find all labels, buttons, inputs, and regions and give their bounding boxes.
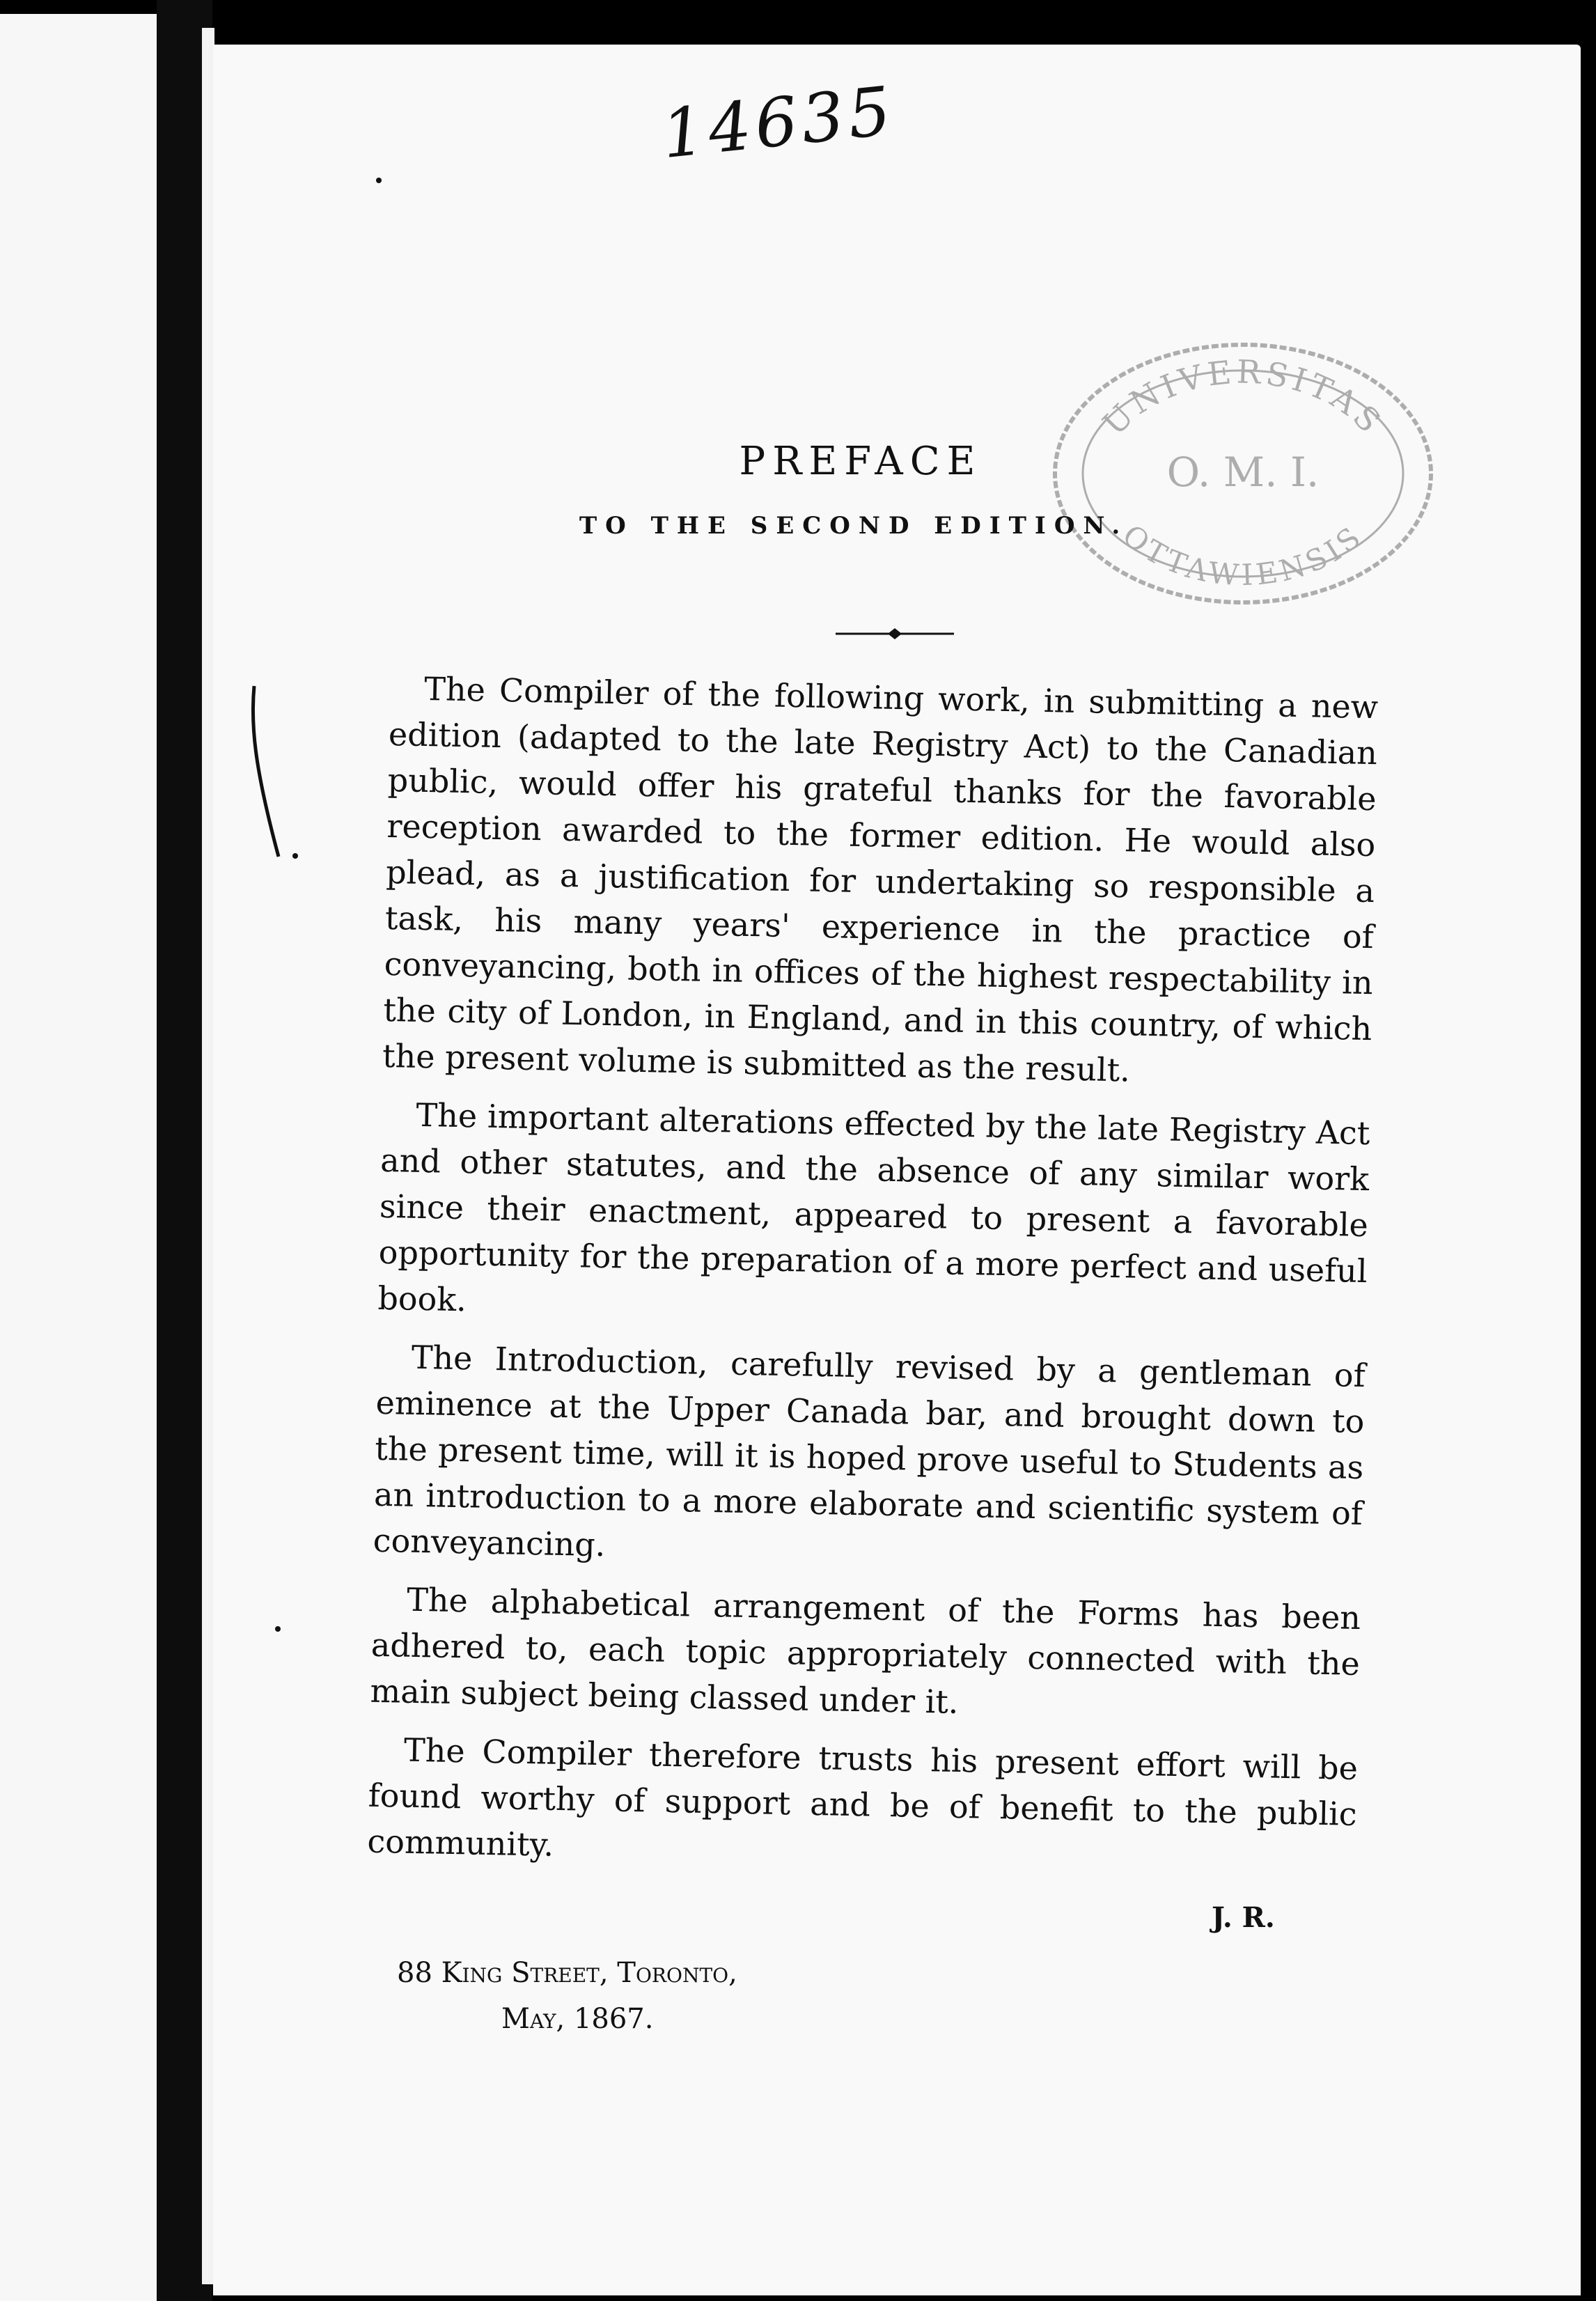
stamp-top-text: UNIVERSITAS — [1095, 352, 1391, 443]
ornament-divider — [836, 627, 954, 641]
address-street: 88 King Street, Toronto, — [397, 1957, 737, 1989]
ink-dot — [292, 853, 298, 859]
handwritten-accession-number: 14635 — [658, 71, 899, 174]
paragraph: The Compiler of the following work, in submitting a new edition (adapted to the late Registry Act) to the Canadian public, would offer his grateful thanks for the favorable reception awarded to the former edition. He would also plead, as a justification for undertaking so responsible a task, his many years' experience in the practice of conveyancing, both in offices of the highest respectability in the city of London, in England, and in this country, of which the present volume is submitted as the result. — [382, 669, 1379, 1089]
title-block — [0, 439, 1596, 540]
address-date: May, 1867. — [501, 2003, 654, 2035]
stamp-bottom-text: OTTAWIENSIS — [1116, 517, 1370, 593]
paragraph: The important alterations effected by the late Registry Act and other statutes, and the absence of any similar work since their enactment, appeared to present a favorable opportunity for the preparation of a more perfect and useful book. — [377, 1095, 1370, 1319]
page-subtitle: TO THE SECOND EDITION. — [579, 512, 1129, 540]
preface-body — [367, 665, 1379, 1896]
pencil-mark — [240, 682, 289, 864]
address-block — [397, 1950, 737, 2042]
ink-dot — [376, 178, 382, 183]
paragraph: The Introduction, carefully revised by a gentleman of eminence at the Upper Canada bar, and brought down to the present time, will it is hoped prove useful to Students as an introduction to a more elaborate and scientific system of conveyancing. — [373, 1338, 1366, 1564]
stamp-middle-text: O. M. I. — [1166, 448, 1320, 496]
ink-dot — [275, 1626, 281, 1632]
page-title: PREFACE — [739, 439, 983, 484]
paragraph: The alphabetical arrangement of the Forms has been adhered to, each topic appropriately connected with the main subject being classed under it. — [370, 1580, 1361, 1721]
paragraph: The Compiler therefore trusts his present effort will be found worthy of support and be of benefit to the public community. — [367, 1731, 1359, 1864]
author-initials: J. R. — [1212, 1901, 1275, 1934]
left-blank-page — [0, 14, 159, 2301]
